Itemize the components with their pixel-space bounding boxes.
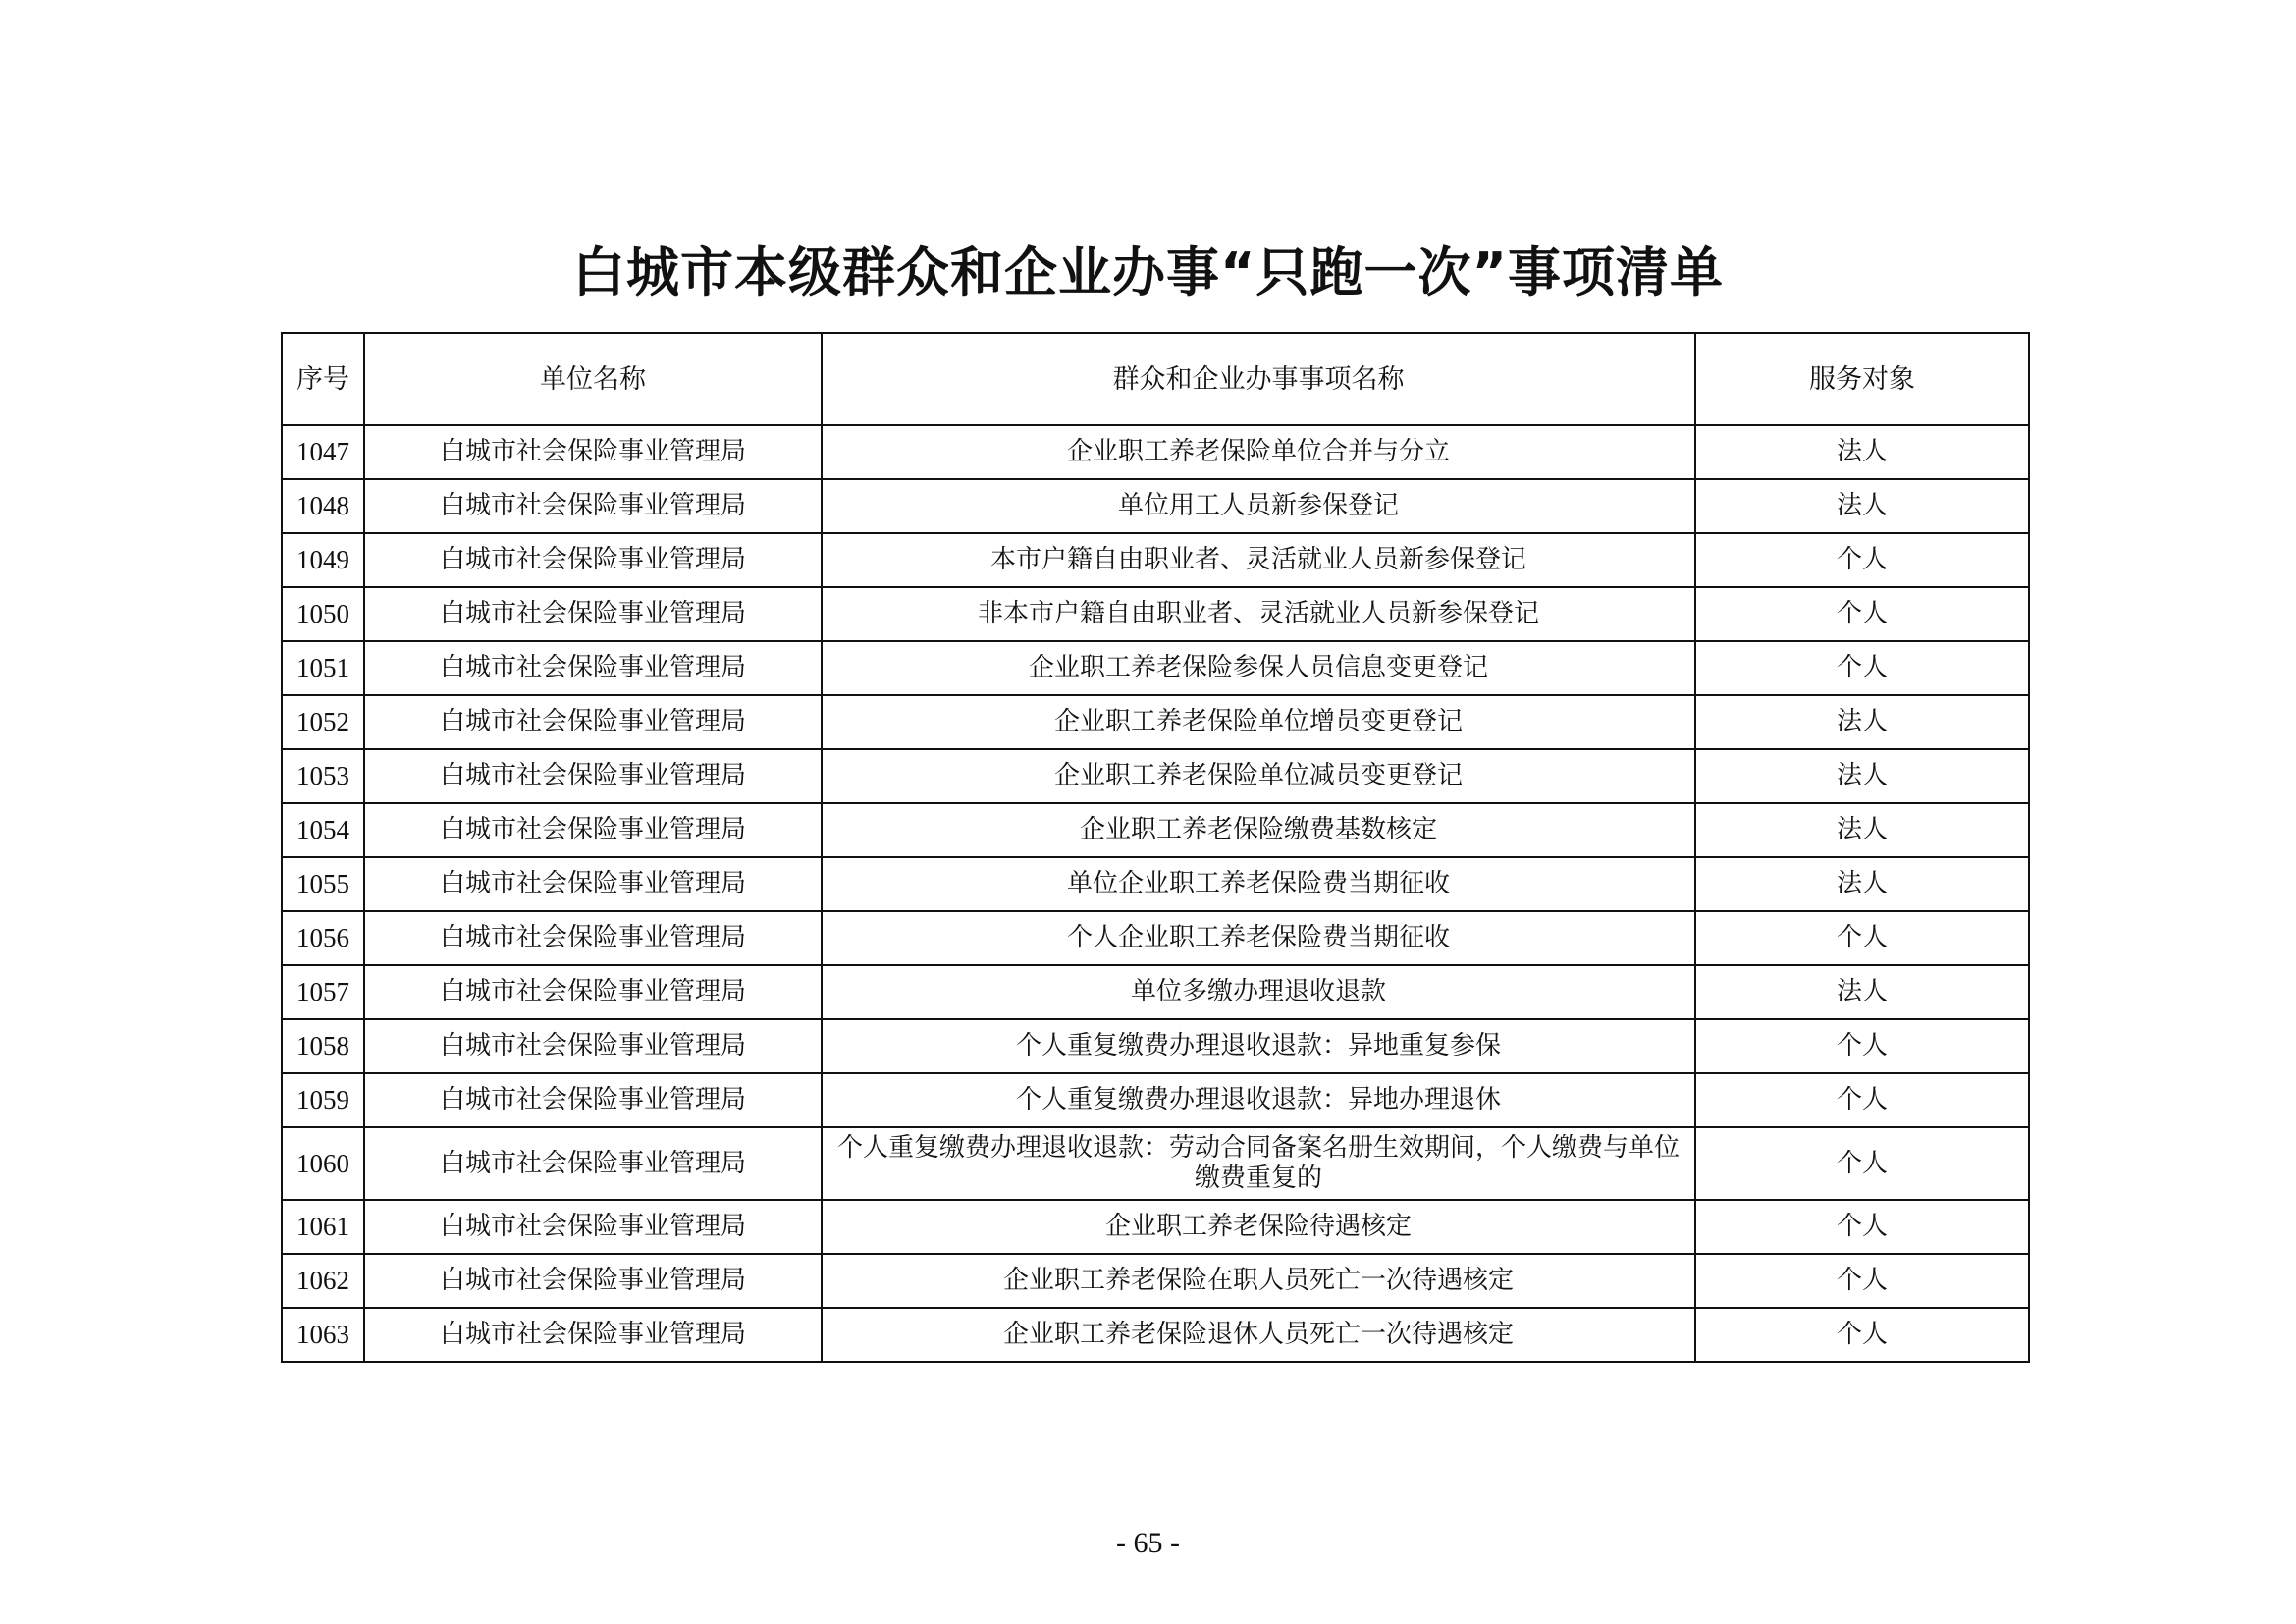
table-row [282, 1200, 2029, 1254]
row-item: 单位多缴办理退收退款 [822, 965, 1695, 1019]
row-target: 法人 [1695, 803, 2029, 857]
row-item: 企业职工养老保险单位增员变更登记 [822, 695, 1695, 749]
row-item: 个人企业职工养老保险费当期征收 [822, 911, 1695, 965]
row-unit: 白城市社会保险事业管理局 [364, 425, 822, 479]
row-unit: 白城市社会保险事业管理局 [364, 695, 822, 749]
table-row [282, 1019, 2029, 1073]
row-item: 个人重复缴费办理退收退款：异地重复参保 [822, 1019, 1695, 1073]
table-row [282, 695, 2029, 749]
row-item: 非本市户籍自由职业者、灵活就业人员新参保登记 [822, 587, 1695, 641]
table-row [282, 641, 2029, 695]
row-target: 法人 [1695, 965, 2029, 1019]
header-item: 群众和企业办事事项名称 [822, 333, 1695, 425]
document-title: 白城市本级群众和企业办事“只跑一次”事项清单 [572, 242, 1724, 303]
row-unit: 白城市社会保险事业管理局 [364, 1019, 822, 1073]
row-item: 企业职工养老保险待遇核定 [822, 1200, 1695, 1254]
table-row [282, 479, 2029, 533]
row-seq: 1058 [282, 1019, 364, 1073]
row-seq: 1051 [282, 641, 364, 695]
row-target: 个人 [1695, 1254, 2029, 1308]
table-row [282, 587, 2029, 641]
row-unit: 白城市社会保险事业管理局 [364, 1073, 822, 1127]
row-seq: 1050 [282, 587, 364, 641]
header-unit: 单位名称 [364, 333, 822, 425]
row-unit: 白城市社会保险事业管理局 [364, 479, 822, 533]
row-target: 法人 [1695, 425, 2029, 479]
row-item: 企业职工养老保险退休人员死亡一次待遇核定 [822, 1308, 1695, 1362]
header-seq: 序号 [282, 333, 364, 425]
header-target: 服务对象 [1695, 333, 2029, 425]
table-row [282, 1127, 2029, 1200]
row-target: 个人 [1695, 533, 2029, 587]
table-row [282, 1254, 2029, 1308]
row-seq: 1047 [282, 425, 364, 479]
row-seq: 1063 [282, 1308, 364, 1362]
row-seq: 1061 [282, 1200, 364, 1254]
row-seq: 1060 [282, 1127, 364, 1200]
row-unit: 白城市社会保险事业管理局 [364, 587, 822, 641]
row-target: 个人 [1695, 587, 2029, 641]
row-item: 单位企业职工养老保险费当期征收 [822, 857, 1695, 911]
table-row [282, 1308, 2029, 1362]
row-seq: 1059 [282, 1073, 364, 1127]
table-row [282, 425, 2029, 479]
row-target: 个人 [1695, 1200, 2029, 1254]
row-item: 企业职工养老保险参保人员信息变更登记 [822, 641, 1695, 695]
row-target: 个人 [1695, 1019, 2029, 1073]
row-seq: 1055 [282, 857, 364, 911]
row-target: 个人 [1695, 911, 2029, 965]
page-number: - 65 - [1116, 1527, 1180, 1559]
table-row [282, 749, 2029, 803]
table-row [282, 857, 2029, 911]
row-target: 个人 [1695, 1073, 2029, 1127]
row-target: 个人 [1695, 1127, 2029, 1200]
row-unit: 白城市社会保险事业管理局 [364, 911, 822, 965]
row-unit: 白城市社会保险事业管理局 [364, 965, 822, 1019]
row-unit: 白城市社会保险事业管理局 [364, 857, 822, 911]
row-item: 企业职工养老保险在职人员死亡一次待遇核定 [822, 1254, 1695, 1308]
row-item: 个人重复缴费办理退收退款：劳动合同备案名册生效期间，个人缴费与单位缴费重复的 [822, 1127, 1695, 1200]
row-seq: 1048 [282, 479, 364, 533]
row-seq: 1053 [282, 749, 364, 803]
table-row [282, 533, 2029, 587]
row-seq: 1062 [282, 1254, 364, 1308]
row-item: 个人重复缴费办理退收退款：异地办理退休 [822, 1073, 1695, 1127]
row-target: 法人 [1695, 749, 2029, 803]
row-seq: 1057 [282, 965, 364, 1019]
table-row [282, 911, 2029, 965]
row-target: 法人 [1695, 479, 2029, 533]
row-target: 法人 [1695, 695, 2029, 749]
row-seq: 1054 [282, 803, 364, 857]
row-unit: 白城市社会保险事业管理局 [364, 1254, 822, 1308]
table-row [282, 965, 2029, 1019]
row-item: 本市户籍自由职业者、灵活就业人员新参保登记 [822, 533, 1695, 587]
table-header-row [282, 333, 2029, 425]
row-seq: 1052 [282, 695, 364, 749]
row-item: 企业职工养老保险单位合并与分立 [822, 425, 1695, 479]
row-target: 个人 [1695, 1308, 2029, 1362]
row-seq: 1049 [282, 533, 364, 587]
row-unit: 白城市社会保险事业管理局 [364, 1308, 822, 1362]
row-seq: 1056 [282, 911, 364, 965]
row-target: 个人 [1695, 641, 2029, 695]
table-row [282, 803, 2029, 857]
row-unit: 白城市社会保险事业管理局 [364, 803, 822, 857]
items-table [281, 332, 2030, 1363]
row-unit: 白城市社会保险事业管理局 [364, 1200, 822, 1254]
row-item: 单位用工人员新参保登记 [822, 479, 1695, 533]
row-item: 企业职工养老保险缴费基数核定 [822, 803, 1695, 857]
table-row [282, 1073, 2029, 1127]
row-unit: 白城市社会保险事业管理局 [364, 749, 822, 803]
row-unit: 白城市社会保险事业管理局 [364, 1127, 822, 1200]
row-unit: 白城市社会保险事业管理局 [364, 641, 822, 695]
row-target: 法人 [1695, 857, 2029, 911]
row-item: 企业职工养老保险单位减员变更登记 [822, 749, 1695, 803]
row-unit: 白城市社会保险事业管理局 [364, 533, 822, 587]
